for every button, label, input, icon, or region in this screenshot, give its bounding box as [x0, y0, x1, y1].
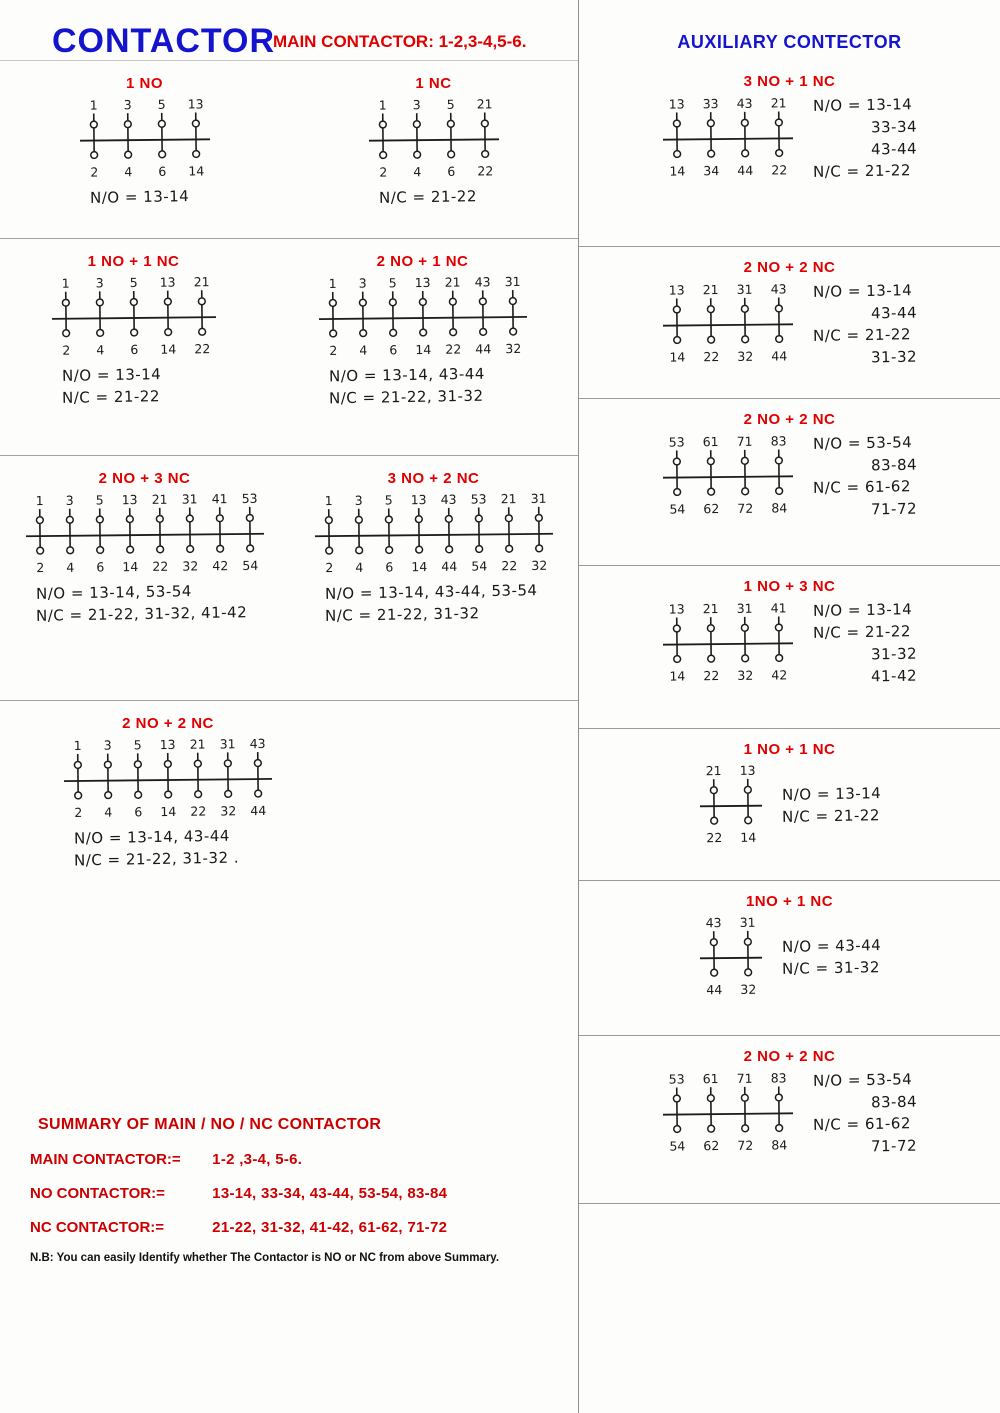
page-title: CONTACTOR [52, 22, 276, 60]
section-label: 1 NO [125, 75, 163, 92]
contact-diagram [697, 914, 764, 1001]
summary-main-label: MAIN CONTACTOR:= [30, 1151, 181, 1168]
svg-text:21: 21 [444, 274, 461, 290]
contactor-section [579, 247, 1000, 399]
svg-text:4: 4 [412, 164, 421, 180]
section-label: 2 NO + 2 NC [743, 1048, 836, 1065]
contactor-section [367, 75, 501, 208]
contactor-section [24, 470, 266, 625]
svg-text:22: 22 [190, 803, 207, 819]
svg-text:2: 2 [74, 804, 83, 820]
svg-text:4: 4 [65, 559, 74, 575]
contact-diagram [62, 735, 275, 823]
contact-diagram [661, 280, 796, 367]
svg-text:43: 43 [440, 491, 457, 507]
svg-text:1: 1 [61, 275, 70, 291]
svg-text:44: 44 [474, 341, 491, 357]
svg-text:22: 22 [706, 830, 723, 846]
svg-text:31: 31 [181, 491, 198, 507]
note-line: N/O = 53-54 [813, 1070, 913, 1090]
svg-text:5: 5 [95, 492, 104, 508]
handwritten-notes [813, 94, 917, 182]
svg-text:14: 14 [669, 349, 686, 365]
contactor-section [317, 253, 529, 408]
note-line: N/C = 21-22 [813, 161, 912, 181]
svg-text:42: 42 [211, 558, 228, 574]
svg-text:13: 13 [669, 282, 686, 298]
note-line: N/C = 21-22, 31-32 . [73, 848, 240, 870]
note-line: N/O = 13-14, 43-44, 53-54 [324, 581, 538, 603]
svg-text:4: 4 [358, 342, 367, 358]
contactor-section [313, 470, 555, 625]
main-contactor-subtitle: MAIN CONTACTOR: 1-2,3-4,5-6. [273, 32, 527, 51]
svg-text:6: 6 [157, 163, 166, 179]
section-body [661, 432, 917, 520]
svg-text:22: 22 [703, 349, 720, 365]
svg-text:2: 2 [378, 164, 387, 180]
svg-text:3: 3 [95, 275, 104, 291]
svg-text:32: 32 [740, 981, 757, 997]
handwritten-notes [329, 364, 485, 408]
svg-text:6: 6 [446, 163, 455, 179]
note-line: 71-72 [871, 499, 918, 519]
handwritten-notes [813, 1069, 917, 1157]
section-body [317, 274, 529, 360]
svg-text:6: 6 [388, 342, 397, 358]
svg-text:61: 61 [703, 434, 720, 450]
summary-main-value: 1-2 ,3-4, 5-6. [212, 1151, 303, 1168]
note-line: 83-84 [871, 1092, 918, 1112]
svg-text:54: 54 [470, 558, 487, 574]
section-body [661, 280, 917, 368]
svg-text:13: 13 [669, 96, 686, 112]
svg-text:32: 32 [737, 667, 754, 683]
contact-diagram [661, 432, 796, 519]
svg-text:21: 21 [771, 95, 788, 111]
summary-no-label: NO CONTACTOR:= [30, 1185, 165, 1202]
svg-text:43: 43 [771, 281, 788, 297]
handwritten-notes [782, 935, 881, 979]
svg-text:44: 44 [250, 802, 267, 819]
left-section-row [0, 61, 578, 239]
svg-text:13: 13 [669, 601, 686, 617]
left-section-row [0, 701, 578, 896]
svg-text:14: 14 [121, 559, 138, 575]
svg-text:22: 22 [476, 163, 493, 179]
svg-text:54: 54 [669, 1138, 686, 1154]
note-line: 43-44 [871, 303, 918, 323]
svg-text:3: 3 [103, 737, 112, 753]
note-line: 43-44 [871, 139, 918, 159]
svg-text:3: 3 [412, 97, 421, 113]
section-label: 1 NC [415, 75, 452, 92]
section-label: 3 NO + 2 NC [387, 470, 480, 487]
summary-nc-value: 21-22, 31-32, 41-42, 61-62, 71-72 [212, 1219, 448, 1236]
svg-text:71: 71 [737, 1070, 754, 1086]
svg-text:32: 32 [181, 558, 198, 574]
svg-text:43: 43 [249, 735, 266, 752]
svg-text:21: 21 [476, 96, 493, 112]
contactor-section [62, 715, 274, 870]
note-line: N/O = 13-14 [813, 95, 913, 115]
left-section-row [0, 239, 578, 456]
svg-text:14: 14 [669, 668, 686, 684]
summary-no-value: 13-14, 33-34, 43-44, 53-54, 83-84 [212, 1185, 448, 1202]
svg-text:3: 3 [358, 275, 367, 291]
section-label: 2 NO + 3 NC [98, 470, 191, 487]
section-body [367, 96, 501, 182]
handwritten-notes [782, 783, 881, 827]
section-body [24, 491, 266, 577]
contactor-section [579, 729, 1000, 881]
svg-text:32: 32 [504, 340, 521, 357]
svg-text:21: 21 [189, 736, 206, 752]
note-line: 41-42 [871, 666, 918, 686]
left-section-row [0, 456, 578, 701]
section-label: 2 NO + 2 NC [743, 259, 836, 276]
svg-text:4: 4 [104, 804, 113, 820]
svg-text:3: 3 [123, 97, 132, 113]
note-line: 83-84 [871, 455, 918, 475]
main-contactor-column [0, 61, 578, 896]
note-line: N/O = 13-14 [813, 600, 913, 620]
svg-text:4: 4 [123, 164, 132, 180]
svg-text:43: 43 [474, 274, 491, 290]
contactor-section [579, 399, 1000, 566]
svg-text:3: 3 [354, 492, 363, 508]
svg-text:44: 44 [440, 558, 457, 574]
section-body [698, 914, 881, 1000]
svg-text:14: 14 [160, 803, 177, 820]
contactor-section [579, 61, 1000, 247]
summary-row-nc [30, 1219, 570, 1236]
note-line: N/C = 21-22 [61, 387, 160, 407]
note-line: N/O = 13-14, 43-44 [73, 826, 231, 848]
note-line: N/C = 61-62 [813, 1114, 912, 1134]
svg-text:14: 14 [740, 829, 757, 845]
svg-text:13: 13 [121, 492, 138, 508]
summary-block [30, 1116, 570, 1264]
svg-text:42: 42 [771, 667, 788, 683]
svg-text:32: 32 [530, 557, 547, 573]
svg-text:1: 1 [324, 493, 333, 509]
contact-diagram [77, 95, 212, 182]
svg-text:34: 34 [703, 163, 720, 179]
handwritten-notes [813, 432, 917, 520]
contact-diagram [49, 273, 218, 361]
svg-text:31: 31 [737, 600, 754, 616]
handwritten-notes [379, 186, 477, 208]
svg-text:41: 41 [771, 600, 788, 616]
svg-text:2: 2 [35, 560, 44, 576]
svg-text:2: 2 [324, 560, 333, 576]
handwritten-notes [813, 280, 917, 368]
note-line: N/C = 31-32 [781, 958, 880, 978]
svg-text:2: 2 [89, 164, 98, 180]
note-line: N/C = 61-62 [813, 477, 912, 497]
svg-text:32: 32 [220, 803, 237, 819]
svg-text:41: 41 [211, 491, 228, 507]
svg-text:13: 13 [410, 492, 427, 508]
handwritten-notes [74, 826, 239, 870]
contact-diagram [697, 762, 764, 849]
svg-text:13: 13 [414, 274, 431, 291]
svg-text:83: 83 [771, 433, 788, 449]
svg-text:3: 3 [65, 492, 74, 508]
auxiliary-contactor-title: AUXILIARY CONTECTOR [677, 32, 902, 52]
note-line: N/C = 21-22, 31-32 [328, 386, 484, 408]
svg-text:22: 22 [771, 162, 788, 178]
note-line: N/C = 21-22, 31-32 [324, 604, 480, 625]
contactor-section [579, 881, 1000, 1036]
note-line: N/O = 43-44 [781, 936, 882, 956]
svg-text:53: 53 [669, 434, 686, 450]
svg-text:22: 22 [703, 668, 720, 684]
svg-text:31: 31 [737, 281, 754, 297]
contact-diagram [316, 273, 529, 361]
svg-text:4: 4 [354, 559, 363, 575]
auxiliary-contactor-column [579, 61, 1000, 1204]
note-line: N/O = 13-14 [61, 365, 161, 385]
section-body [661, 1069, 917, 1157]
note-line: 31-32 [871, 644, 918, 664]
summary-nc-label: NC CONTACTOR:= [30, 1219, 165, 1236]
svg-text:21: 21 [703, 282, 720, 298]
handwritten-notes [325, 581, 538, 625]
section-body [698, 762, 881, 848]
svg-text:62: 62 [703, 1138, 720, 1154]
note-line: N/O = 13-14 [89, 187, 189, 207]
contactor-section [579, 566, 1000, 729]
svg-text:44: 44 [737, 162, 754, 178]
svg-text:83: 83 [771, 1070, 788, 1086]
contact-diagram [661, 1069, 796, 1156]
svg-text:44: 44 [706, 982, 723, 998]
svg-text:31: 31 [504, 273, 521, 290]
handwritten-notes [62, 364, 161, 408]
summary-heading: SUMMARY OF MAIN / NO / NC CONTACTOR [38, 1116, 382, 1133]
section-body [661, 94, 917, 182]
svg-text:53: 53 [241, 490, 258, 506]
note-line: N/O = 13-14 [813, 281, 913, 301]
svg-text:14: 14 [414, 341, 431, 358]
svg-text:6: 6 [129, 341, 138, 358]
note-line: 31-32 [871, 347, 918, 367]
svg-text:43: 43 [705, 915, 722, 931]
svg-text:31: 31 [739, 914, 756, 930]
section-label: 1 NO + 1 NC [87, 253, 180, 270]
section-body [78, 96, 212, 182]
svg-text:14: 14 [669, 163, 686, 179]
svg-text:44: 44 [771, 348, 788, 364]
svg-text:53: 53 [470, 491, 487, 507]
svg-text:54: 54 [241, 557, 258, 573]
nb-note: N.B: You can easily Identify whether The Contactor is NO or NC from above Summary. [30, 1252, 500, 1264]
svg-text:14: 14 [410, 559, 427, 575]
svg-text:2: 2 [328, 342, 337, 358]
svg-text:5: 5 [388, 275, 397, 291]
section-body [50, 274, 218, 360]
svg-text:33: 33 [703, 96, 720, 112]
svg-text:6: 6 [384, 559, 393, 575]
svg-text:5: 5 [157, 96, 166, 112]
section-body [62, 736, 274, 822]
section-body [313, 491, 555, 577]
svg-text:21: 21 [193, 274, 210, 290]
note-line: N/C = 21-22 [813, 622, 912, 642]
svg-text:21: 21 [703, 601, 720, 617]
svg-text:5: 5 [384, 492, 393, 508]
section-label: 1 NO + 3 NC [743, 578, 836, 595]
svg-text:22: 22 [193, 341, 210, 357]
svg-text:21: 21 [151, 491, 168, 507]
handwritten-notes [90, 186, 189, 208]
note-line: N/O = 13-14 [781, 784, 882, 804]
svg-text:14: 14 [159, 341, 176, 357]
svg-text:43: 43 [737, 95, 754, 111]
svg-text:1: 1 [89, 97, 98, 113]
section-label: 3 NO + 1 NC [743, 73, 836, 90]
svg-text:31: 31 [219, 736, 236, 752]
svg-text:84: 84 [771, 1137, 788, 1153]
section-label: 2 NO + 2 NC [743, 411, 836, 428]
svg-text:5: 5 [133, 737, 142, 753]
svg-text:53: 53 [669, 1071, 686, 1087]
svg-text:84: 84 [771, 500, 788, 516]
svg-text:14: 14 [187, 163, 204, 179]
contact-diagram [23, 490, 266, 579]
svg-text:5: 5 [129, 274, 138, 291]
svg-text:13: 13 [187, 96, 204, 112]
note-line: N/C = 21-22 [378, 187, 477, 207]
svg-text:1: 1 [328, 275, 337, 291]
svg-text:21: 21 [500, 491, 517, 507]
svg-text:4: 4 [95, 342, 104, 358]
svg-text:71: 71 [737, 433, 754, 449]
section-label: 2 NO + 2 NC [122, 715, 214, 732]
handwritten-notes [813, 599, 917, 687]
svg-text:31: 31 [530, 490, 547, 506]
note-line: N/C = 21-22 [813, 325, 912, 345]
svg-text:22: 22 [500, 558, 517, 574]
contact-diagram [312, 490, 555, 579]
svg-text:54: 54 [669, 501, 686, 517]
svg-text:5: 5 [446, 96, 455, 112]
section-body [661, 599, 917, 687]
note-line: N/C = 21-22 [781, 806, 880, 826]
svg-text:13: 13 [159, 736, 176, 753]
svg-text:1: 1 [378, 97, 387, 113]
section-label: 1 NO + 1 NC [743, 741, 836, 758]
svg-text:61: 61 [703, 1071, 720, 1087]
note-line: 33-34 [871, 117, 918, 137]
contact-diagram [366, 95, 501, 182]
contact-diagram [661, 599, 796, 686]
svg-text:32: 32 [737, 348, 754, 364]
svg-text:6: 6 [95, 559, 104, 575]
svg-text:13: 13 [159, 274, 176, 290]
note-line: N/C = 21-22, 31-32, 41-42 [35, 603, 247, 625]
svg-text:2: 2 [61, 342, 70, 358]
summary-row-no [30, 1185, 570, 1202]
svg-text:13: 13 [739, 762, 756, 778]
svg-text:6: 6 [134, 804, 143, 820]
contactor-section [579, 1036, 1000, 1204]
contactor-section [78, 75, 212, 208]
svg-text:1: 1 [73, 737, 82, 753]
note-line: 71-72 [871, 1136, 918, 1156]
svg-text:21: 21 [705, 763, 722, 779]
svg-text:62: 62 [703, 501, 720, 517]
section-label: 1NO + 1 NC [745, 893, 834, 910]
note-line: N/O = 53-54 [813, 433, 913, 453]
svg-text:22: 22 [151, 558, 168, 574]
handwritten-notes [36, 581, 247, 625]
svg-text:72: 72 [737, 1137, 754, 1153]
note-line: N/O = 13-14, 43-44 [328, 364, 485, 386]
contact-diagram [661, 94, 796, 181]
section-label: 2 NO + 1 NC [376, 253, 469, 270]
summary-row-main [30, 1151, 570, 1168]
contactor-section [50, 253, 218, 408]
svg-text:22: 22 [444, 341, 461, 357]
svg-text:1: 1 [35, 493, 44, 509]
svg-text:72: 72 [737, 500, 754, 516]
note-line: N/O = 13-14, 53-54 [35, 582, 192, 603]
